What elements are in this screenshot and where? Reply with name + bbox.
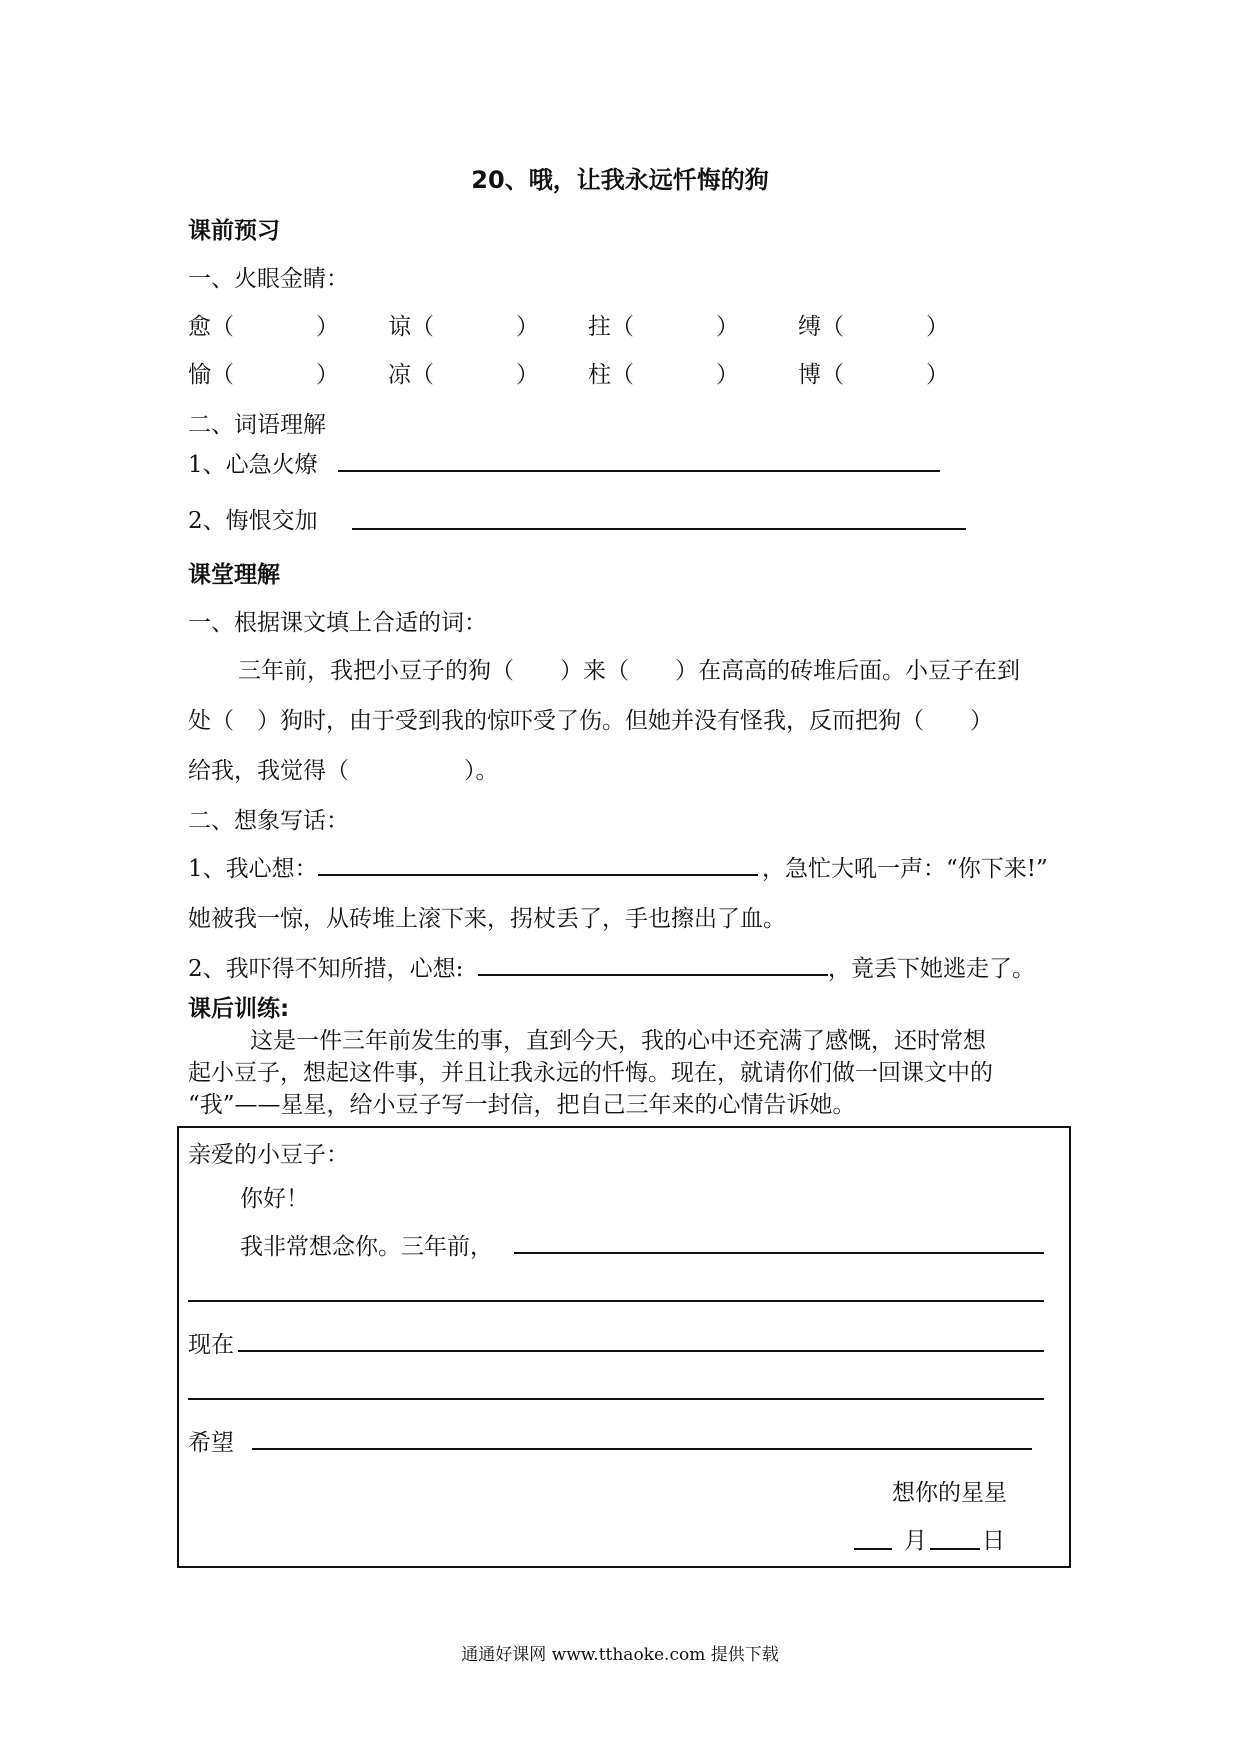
vocab-item: 1、心急火燎 bbox=[188, 452, 318, 478]
footer-credit: 通通好课网 www.tthaoke.com 提供下载 bbox=[461, 1645, 779, 1665]
section-heading-after: 课后训练: bbox=[188, 996, 290, 1022]
task-text-line: 起小豆子，想起这件事，并且让我永远的忏悔。现在，就请你们做一回课文中的 bbox=[188, 1060, 993, 1086]
char-close-paren: ） bbox=[926, 362, 949, 388]
letter-day: 日 bbox=[982, 1528, 1005, 1554]
question-label-imagine: 二、想象写话： bbox=[188, 808, 349, 834]
fill-text-line: 三年前，我把小豆子的狗（ ）来（ ）在高高的砖堆后面。小豆子在到 bbox=[238, 658, 1020, 684]
letter-answer-line[interactable] bbox=[514, 1252, 1044, 1254]
char-close-paren: ） bbox=[516, 314, 539, 340]
char-item: 柱（ bbox=[588, 362, 634, 388]
char-close-paren: ） bbox=[716, 362, 739, 388]
page-title: 20、哦，让我永远忏悔的狗 bbox=[471, 166, 769, 194]
answer-line[interactable] bbox=[318, 874, 758, 876]
letter-hope-prefix: 希望 bbox=[188, 1430, 234, 1456]
section-heading-preview: 课前预习 bbox=[188, 218, 280, 244]
vocab-item: 2、悔恨交加 bbox=[188, 508, 318, 534]
letter-para1-prefix: 我非常想念你。三年前， bbox=[240, 1234, 493, 1260]
section-heading-class: 课堂理解 bbox=[188, 562, 280, 588]
char-close-paren: ） bbox=[316, 314, 339, 340]
answer-line[interactable] bbox=[352, 528, 966, 530]
fill-text-line: 给我，我觉得（ ）。 bbox=[188, 758, 499, 784]
letter-salutation: 亲爱的小豆子： bbox=[188, 1142, 349, 1168]
char-close-paren: ） bbox=[316, 362, 339, 388]
imagine-item-2-suffix: ，竟丢下她逃走了。 bbox=[828, 956, 1035, 982]
letter-greeting: 你好！ bbox=[240, 1186, 309, 1212]
char-item: 缚（ bbox=[798, 314, 844, 340]
char-item: 凉（ bbox=[388, 362, 434, 388]
imagine-item-1-suffix: ，急忙大吼一声：“你下来!” bbox=[762, 856, 1048, 882]
letter-month: 月 bbox=[904, 1528, 927, 1554]
answer-line[interactable] bbox=[338, 470, 940, 472]
month-blank[interactable] bbox=[854, 1548, 892, 1550]
letter-answer-line[interactable] bbox=[238, 1350, 1044, 1352]
day-blank[interactable] bbox=[930, 1548, 980, 1550]
question-label-vocab: 二、词语理解 bbox=[188, 412, 326, 438]
question-label-spot-chars: 一、火眼金睛： bbox=[188, 266, 349, 292]
letter-now-prefix: 现在 bbox=[188, 1332, 234, 1358]
char-item: 谅（ bbox=[388, 314, 434, 340]
question-label-fill: 一、根据课文填上合适的词： bbox=[188, 610, 487, 636]
task-text-line: “我”——星星，给小豆子写一封信，把自己三年来的心情告诉她。 bbox=[188, 1092, 856, 1118]
char-item: 愉（ bbox=[188, 362, 234, 388]
task-text-line: 这是一件三年前发生的事，直到今天，我的心中还充满了感慨，还时常想 bbox=[250, 1028, 986, 1054]
letter-answer-line[interactable] bbox=[188, 1398, 1044, 1400]
answer-line[interactable] bbox=[478, 974, 828, 976]
letter-answer-line[interactable] bbox=[252, 1448, 1032, 1450]
imagine-item-1-prefix: 1、我心想： bbox=[188, 856, 318, 882]
letter-signature: 想你的星星 bbox=[892, 1480, 1007, 1506]
fill-text-line: 处（ ）狗时，由于受到我的惊吓受了伤。但她并没有怪我，反而把狗（ ） bbox=[188, 708, 993, 734]
char-close-paren: ） bbox=[516, 362, 539, 388]
char-item: 博（ bbox=[798, 362, 844, 388]
char-item: 愈（ bbox=[188, 314, 234, 340]
imagine-item-1-line2: 她被我一惊，从砖堆上滚下来，拐杖丢了，手也擦出了血。 bbox=[188, 906, 786, 932]
char-close-paren: ） bbox=[926, 314, 949, 340]
letter-answer-line[interactable] bbox=[188, 1300, 1044, 1302]
char-item: 拄（ bbox=[588, 314, 634, 340]
imagine-item-2-prefix: 2、我吓得不知所措，心想: bbox=[188, 956, 464, 982]
char-close-paren: ） bbox=[716, 314, 739, 340]
